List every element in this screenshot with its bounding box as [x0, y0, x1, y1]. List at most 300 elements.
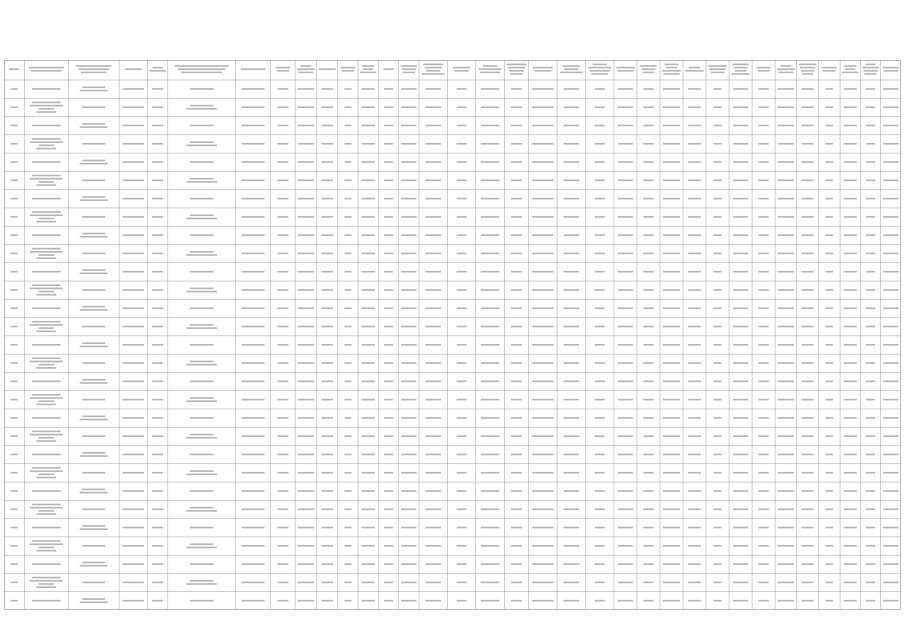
cell-text-bar — [401, 198, 416, 200]
cell-text-bar — [778, 88, 794, 90]
cell-text-bar — [186, 181, 216, 183]
cell-text-bar — [362, 472, 375, 474]
cell-text-bar — [384, 253, 393, 255]
cell-text-bar — [298, 271, 314, 273]
cell-text-bar — [844, 253, 857, 255]
cell-text-bar — [152, 344, 163, 346]
cell-text-bar — [481, 362, 499, 364]
cell-text-bar — [481, 180, 499, 182]
cell-text-bar — [825, 289, 833, 291]
cell-text-bar — [883, 362, 898, 364]
cell-text-bar — [362, 307, 375, 309]
cell-text-bar — [844, 106, 857, 108]
cell-text-bar — [36, 477, 56, 479]
cell-text-bar — [362, 563, 375, 565]
cell-text-bar — [866, 381, 875, 383]
cell-text-bar — [457, 490, 467, 492]
cell-text-bar — [778, 545, 794, 547]
cell-text-bar — [242, 234, 265, 236]
cell-text-bar — [384, 381, 393, 383]
cell-text-bar — [688, 125, 701, 127]
header-text-bar — [125, 68, 142, 70]
cell-text-bar — [532, 582, 553, 584]
header-text-bar — [801, 70, 814, 72]
cell-text-bar — [11, 600, 18, 602]
cell-text-bar — [844, 143, 857, 145]
cell-text-bar — [186, 364, 216, 366]
cell-text-bar — [663, 399, 680, 401]
cell-text-bar — [866, 253, 875, 255]
cell-text-bar — [643, 143, 653, 145]
cell-text-bar — [82, 289, 105, 291]
cell-text-bar — [688, 582, 701, 584]
cell-text-bar — [298, 143, 314, 145]
cell-text-bar — [298, 527, 314, 529]
cell-text-bar — [344, 472, 351, 474]
document-table-region — [4, 60, 901, 610]
cell-text-bar — [82, 143, 105, 145]
cell-text-bar — [321, 527, 333, 529]
cell-text-bar — [39, 327, 54, 329]
cell-text-bar — [563, 582, 579, 584]
cell-text-bar — [321, 344, 333, 346]
cell-text-bar — [362, 362, 375, 364]
cell-text-bar — [80, 601, 108, 603]
cell-text-bar — [714, 253, 722, 255]
cell-text-bar — [362, 326, 375, 328]
header-text-bar — [643, 72, 655, 74]
cell-text-bar — [595, 362, 605, 364]
cell-text-bar — [190, 397, 214, 399]
cell-text-bar — [688, 454, 701, 456]
cell-text-bar — [190, 563, 214, 565]
cell-text-bar — [618, 508, 633, 510]
cell-text-bar — [643, 125, 653, 127]
cell-text-bar — [190, 178, 214, 180]
cell-text-bar — [618, 362, 633, 364]
cell-text-bar — [618, 490, 633, 492]
cell-text-bar — [643, 472, 653, 474]
cell-text-bar — [321, 563, 333, 565]
cell-text-bar — [384, 198, 393, 200]
cell-text-bar — [32, 198, 61, 200]
cell-text-bar — [425, 88, 441, 90]
cell-text-bar — [883, 582, 898, 584]
cell-text-bar — [866, 600, 875, 602]
cell-text-bar — [595, 198, 605, 200]
cell-text-bar — [344, 508, 351, 510]
header-text-bar — [588, 67, 611, 69]
cell-text-bar — [123, 545, 144, 547]
cell-text-bar — [758, 545, 768, 547]
header-text-bar — [731, 73, 749, 75]
cell-text-bar — [190, 198, 214, 200]
cell-text-bar — [186, 437, 216, 439]
header-text-bar — [616, 67, 634, 69]
cell-text-bar — [277, 326, 288, 328]
cell-text-bar — [595, 417, 605, 419]
cell-text-bar — [733, 271, 748, 273]
cell-text-bar — [30, 470, 63, 472]
cell-text-bar — [425, 582, 441, 584]
cell-text-bar — [30, 507, 63, 509]
cell-text-bar — [618, 234, 633, 236]
cell-text-bar — [511, 253, 522, 255]
cell-text-bar — [733, 508, 748, 510]
cell-text-bar — [190, 324, 214, 326]
cell-text-bar — [511, 527, 522, 529]
cell-text-bar — [714, 234, 722, 236]
cell-text-bar — [481, 289, 499, 291]
header-text-bar — [507, 64, 526, 66]
cell-text-bar — [321, 289, 333, 291]
cell-text-bar — [825, 490, 833, 492]
cell-text-bar — [242, 399, 265, 401]
cell-text-bar — [384, 88, 393, 90]
header-text-bar — [590, 70, 610, 72]
header-text-bar — [480, 72, 500, 74]
cell-text-bar — [511, 600, 522, 602]
cell-text-bar — [714, 125, 722, 127]
cell-text-bar — [532, 143, 553, 145]
header-text-bar — [533, 67, 553, 69]
cell-text-bar — [618, 600, 633, 602]
header-text-bar — [383, 68, 393, 70]
cell-text-bar — [277, 253, 288, 255]
cell-text-bar — [425, 344, 441, 346]
cell-text-bar — [618, 344, 633, 346]
cell-text-bar — [595, 253, 605, 255]
cell-text-bar — [844, 216, 857, 218]
cell-text-bar — [425, 563, 441, 565]
header-text-bar — [362, 65, 374, 67]
cell-text-bar — [714, 307, 722, 309]
cell-text-bar — [362, 143, 375, 145]
cell-text-bar — [481, 435, 499, 437]
cell-text-bar — [425, 289, 441, 291]
cell-text-bar — [321, 216, 333, 218]
cell-text-bar — [532, 600, 553, 602]
header-text-bar — [665, 64, 679, 66]
cell-text-bar — [30, 251, 63, 253]
cell-text-bar — [11, 161, 18, 163]
cell-text-bar — [80, 199, 108, 201]
cell-text-bar — [563, 307, 579, 309]
cell-text-bar — [39, 437, 54, 439]
cell-text-bar — [39, 291, 54, 293]
cell-text-bar — [344, 326, 351, 328]
cell-text-bar — [481, 344, 499, 346]
cell-text-bar — [401, 307, 416, 309]
cell-text-bar — [688, 143, 701, 145]
cell-text-bar — [866, 563, 875, 565]
cell-text-bar — [32, 600, 61, 602]
cell-text-bar — [883, 234, 898, 236]
cell-text-bar — [321, 125, 333, 127]
cell-text-bar — [866, 271, 875, 273]
header-text-bar — [483, 65, 497, 67]
cell-text-bar — [190, 88, 214, 90]
cell-text-bar — [11, 106, 18, 108]
cell-text-bar — [778, 417, 794, 419]
cell-text-bar — [595, 180, 605, 182]
cell-text-bar — [688, 472, 701, 474]
cell-text-bar — [532, 289, 553, 291]
cell-text-bar — [123, 399, 144, 401]
cell-text-bar — [825, 125, 833, 127]
cell-text-bar — [190, 470, 214, 472]
cell-text-bar — [344, 545, 351, 547]
cell-text-bar — [643, 198, 653, 200]
cell-text-bar — [883, 216, 898, 218]
cell-text-bar — [11, 362, 18, 364]
cell-text-bar — [511, 234, 522, 236]
cell-text-bar — [532, 234, 553, 236]
header-text-bar — [883, 67, 899, 69]
cell-text-bar — [425, 508, 441, 510]
cell-text-bar — [32, 431, 61, 433]
cell-text-bar — [11, 582, 18, 584]
cell-text-bar — [11, 216, 18, 218]
cell-text-bar — [643, 563, 653, 565]
cell-text-bar — [384, 582, 393, 584]
cell-text-bar — [595, 582, 605, 584]
cell-text-bar — [298, 106, 314, 108]
cell-text-bar — [277, 472, 288, 474]
cell-text-bar — [123, 527, 144, 529]
cell-text-bar — [643, 216, 653, 218]
cell-text-bar — [123, 508, 144, 510]
cell-text-bar — [32, 577, 61, 579]
cell-text-bar — [186, 291, 216, 293]
cell-text-bar — [344, 527, 351, 529]
cell-text-bar — [778, 307, 794, 309]
cell-text-bar — [778, 362, 794, 364]
header-text-bar — [319, 68, 336, 70]
cell-text-bar — [563, 381, 579, 383]
cell-text-bar — [618, 289, 633, 291]
cell-text-bar — [595, 234, 605, 236]
header-text-bar — [423, 64, 443, 66]
cell-text-bar — [688, 326, 701, 328]
cell-text-bar — [733, 253, 748, 255]
header-text-bar — [426, 70, 440, 72]
cell-text-bar — [844, 582, 857, 584]
cell-text-bar — [362, 527, 375, 529]
cell-text-bar — [123, 106, 144, 108]
cell-text-bar — [190, 141, 214, 143]
header-text-bar — [662, 70, 680, 72]
cell-text-bar — [425, 527, 441, 529]
cell-text-bar — [532, 563, 553, 565]
cell-text-bar — [32, 394, 61, 396]
cell-text-bar — [123, 454, 144, 456]
cell-text-bar — [401, 381, 416, 383]
header-text-bar — [735, 70, 747, 72]
cell-text-bar — [277, 399, 288, 401]
cell-text-bar — [30, 105, 63, 107]
cell-text-bar — [778, 344, 794, 346]
cell-text-bar — [563, 216, 579, 218]
cell-text-bar — [298, 180, 314, 182]
cell-text-bar — [36, 513, 56, 515]
cell-text-bar — [663, 600, 680, 602]
cell-text-bar — [733, 472, 748, 474]
cell-text-bar — [82, 233, 105, 235]
cell-text-bar — [802, 307, 814, 309]
cell-text-bar — [123, 600, 144, 602]
cell-text-bar — [758, 307, 768, 309]
cell-text-bar — [866, 143, 875, 145]
cell-text-bar — [883, 271, 898, 273]
cell-text-bar — [362, 198, 375, 200]
cell-text-bar — [11, 125, 18, 127]
cell-text-bar — [688, 289, 701, 291]
cell-text-bar — [866, 161, 875, 163]
cell-text-bar — [778, 508, 794, 510]
cell-text-bar — [481, 161, 499, 163]
cell-text-bar — [866, 289, 875, 291]
cell-text-bar — [242, 435, 265, 437]
cell-text-bar — [481, 490, 499, 492]
cell-text-bar — [277, 435, 288, 437]
cell-text-bar — [242, 125, 265, 127]
cell-text-bar — [563, 563, 579, 565]
cell-text-bar — [532, 490, 553, 492]
cell-text-bar — [802, 125, 814, 127]
cell-text-bar — [688, 381, 701, 383]
cell-text-bar — [425, 253, 441, 255]
cell-text-bar — [32, 454, 61, 456]
cell-text-bar — [844, 600, 857, 602]
cell-text-bar — [481, 472, 499, 474]
header-text-bar — [31, 70, 62, 72]
cell-text-bar — [511, 125, 522, 127]
cell-text-bar — [758, 600, 768, 602]
cell-text-bar — [401, 563, 416, 565]
cell-text-bar — [190, 580, 214, 582]
cell-text-bar — [825, 234, 833, 236]
cell-text-bar — [190, 361, 214, 363]
cell-text-bar — [344, 180, 351, 182]
cell-text-bar — [32, 271, 61, 273]
cell-text-bar — [563, 198, 579, 200]
cell-text-bar — [321, 106, 333, 108]
cell-text-bar — [190, 288, 214, 290]
cell-text-bar — [82, 489, 105, 491]
cell-text-bar — [186, 218, 216, 220]
header-text-bar — [297, 68, 314, 70]
header-text-bar — [732, 64, 748, 66]
header-text-bar — [864, 73, 876, 75]
cell-text-bar — [825, 106, 833, 108]
cell-text-bar — [825, 472, 833, 474]
header-text-bar — [403, 72, 415, 74]
cell-text-bar — [321, 490, 333, 492]
cell-text-bar — [532, 435, 553, 437]
cell-text-bar — [866, 106, 875, 108]
cell-text-bar — [532, 271, 553, 273]
cell-text-bar — [242, 362, 265, 364]
cell-text-bar — [242, 161, 265, 163]
cell-text-bar — [825, 582, 833, 584]
cell-text-bar — [152, 180, 163, 182]
cell-text-bar — [883, 198, 898, 200]
cell-text-bar — [758, 381, 768, 383]
cell-text-bar — [277, 289, 288, 291]
cell-text-bar — [643, 362, 653, 364]
cell-text-bar — [825, 253, 833, 255]
cell-text-bar — [883, 381, 898, 383]
header-text-bar — [862, 67, 878, 69]
cell-text-bar — [714, 216, 722, 218]
cell-text-bar — [425, 198, 441, 200]
cell-text-bar — [123, 88, 144, 90]
cell-text-bar — [457, 326, 467, 328]
header-text-bar — [663, 73, 679, 75]
cell-text-bar — [82, 253, 105, 255]
cell-text-bar — [733, 362, 748, 364]
cell-text-bar — [618, 216, 633, 218]
cell-text-bar — [618, 106, 633, 108]
cell-text-bar — [733, 417, 748, 419]
cell-text-bar — [152, 545, 163, 547]
cell-text-bar — [688, 508, 701, 510]
cell-text-bar — [11, 454, 18, 456]
cell-text-bar — [825, 198, 833, 200]
cell-text-bar — [401, 508, 416, 510]
cell-text-bar — [688, 216, 701, 218]
cell-text-bar — [758, 271, 768, 273]
cell-text-bar — [883, 545, 898, 547]
cell-text-bar — [563, 417, 579, 419]
cell-text-bar — [82, 87, 105, 89]
cell-text-bar — [82, 180, 105, 182]
cell-text-bar — [563, 106, 579, 108]
cell-text-bar — [758, 161, 768, 163]
cell-text-bar — [401, 600, 416, 602]
cell-text-bar — [844, 527, 857, 529]
cell-text-bar — [618, 381, 633, 383]
cell-text-bar — [457, 289, 467, 291]
cell-text-bar — [844, 344, 857, 346]
cell-text-bar — [457, 88, 467, 90]
cell-text-bar — [825, 344, 833, 346]
cell-text-bar — [688, 344, 701, 346]
header-text-bar — [241, 68, 266, 70]
cell-text-bar — [384, 143, 393, 145]
cell-text-bar — [152, 417, 163, 419]
cell-text-bar — [242, 180, 265, 182]
cell-text-bar — [511, 508, 522, 510]
cell-text-bar — [190, 490, 214, 492]
cell-text-bar — [511, 307, 522, 309]
cell-text-bar — [563, 289, 579, 291]
cell-text-bar — [778, 472, 794, 474]
cell-text-bar — [32, 381, 61, 383]
cell-text-bar — [563, 435, 579, 437]
cell-text-bar — [866, 454, 875, 456]
cell-text-bar — [595, 307, 605, 309]
cell-text-bar — [663, 545, 680, 547]
cell-text-bar — [802, 161, 814, 163]
cell-text-bar — [563, 472, 579, 474]
cell-text-bar — [298, 417, 314, 419]
cell-text-bar — [384, 307, 393, 309]
cell-text-bar — [344, 435, 351, 437]
cell-text-bar — [362, 454, 375, 456]
cell-text-bar — [457, 125, 467, 127]
